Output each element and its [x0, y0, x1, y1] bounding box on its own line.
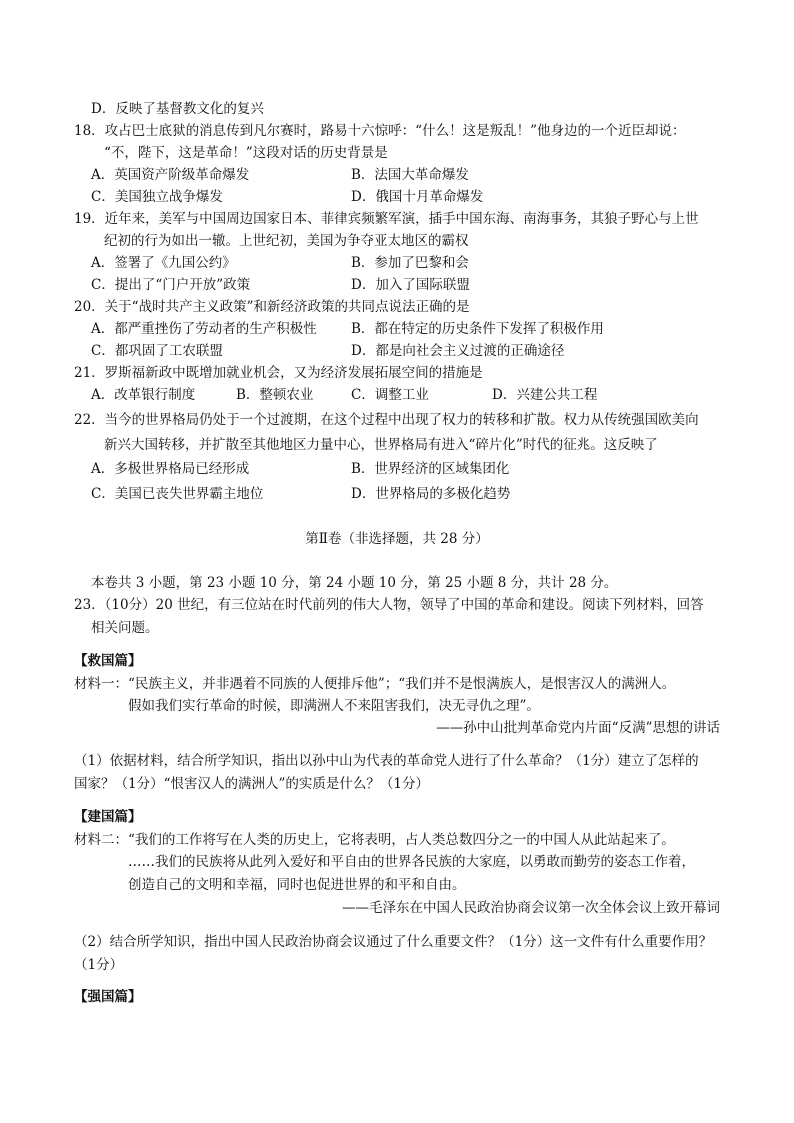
subq1-line2: 国家？（1分）“恨害汉人的满洲人”的实质是什么？（1分）	[74, 776, 429, 792]
q20-option-b: B．都在特定的历史条件下发挥了积极作用	[351, 321, 604, 337]
q21-stem: 21．罗斯福新政中既增加就业机会，又为经济发展拓展空间的措施是	[74, 365, 483, 381]
q22-stem-line1: 22．当今的世界格局仍处于一个过渡期，在这个过程中出现了权力的转移和扩散。权力从传统强国欧美向	[74, 412, 699, 428]
q19-option-d: D．加入了国际联盟	[351, 277, 470, 293]
section-heading-build-nation: 【建国篇】	[74, 809, 142, 825]
q19-option-a: A．签署了《九国公约》	[91, 255, 236, 271]
q19-option-b: B．参加了巴黎和会	[351, 255, 469, 271]
q22-option-b: B．世界经济的区域集团化	[351, 461, 510, 477]
q20-option-a: A．都严重挫伤了劳动者的生产积极性	[91, 321, 317, 337]
q19-stem-line2: 纪初的行为如出一辙。上世纪初，美国为争夺亚太地区的霸权	[104, 233, 469, 249]
subq1-line1: （1）依据材料，结合所学知识，指出以孙中山为代表的革命党人进行了什么革命？（1分）建立了怎样的	[74, 753, 699, 769]
subq2-line1: （2）结合所学知识，指出中国人民政治协商会议通过了什么重要文件？（1分）这一文件有什么重要作用？	[74, 934, 713, 950]
q18-stem-line2: “不，陛下，这是革命！”这段对话的历史背景是	[104, 145, 388, 161]
material1-line2: 假如我们实行革命的时候，即满洲人不来阻害我们，决无寻仇之理”。	[128, 698, 540, 714]
material2-source: ——毛泽东在中国人民政治协商会议第一次全体会议上致开幕词	[342, 900, 720, 916]
q20-option-c: C．都巩固了工农联盟	[91, 343, 223, 359]
q18-option-c: C．美国独立战争爆发	[91, 189, 223, 205]
q23-stem-line1: 23．（10分）20 世纪，有三位站在时代前列的伟大人物，领导了中国的革命和建设。阅读下列材料，回答	[74, 597, 704, 613]
q21-option-d: D．兴建公共工程	[492, 387, 598, 403]
q22-option-d: D．世界格局的多极化趋势	[351, 486, 511, 502]
q17-option-d: D．反映了基督教文化的复兴	[91, 101, 264, 117]
part2-title: 第Ⅱ卷（非选择题，共 28 分）	[305, 531, 489, 547]
q18-option-d: D．俄国十月革命爆发	[351, 189, 484, 205]
q23-stem-line2: 相关问题。	[91, 620, 159, 636]
q20-stem: 20．关于“战时共产主义政策”和新经济政策的共同点说法正确的是	[74, 299, 470, 315]
material2-line2: ……我们的民族将从此列入爱好和平自由的世界各民族的大家庭，以勇敢而勤劳的姿态工作着，	[128, 854, 695, 870]
material2-line1: 材料二：“我们的工作将写在人类的历史上，它将表明，占人类总数四分之一的中国人从此站起来了。	[74, 832, 675, 848]
q19-option-c: C．提出了“门户开放”政策	[91, 277, 251, 293]
section-heading-save-nation: 【救国篇】	[74, 653, 142, 669]
q20-option-d: D．都是向社会主义过渡的正确途径	[351, 343, 565, 359]
q18-option-b: B．法国大革命爆发	[351, 167, 469, 183]
subq2-line2: （1分）	[74, 957, 124, 973]
q22-stem-line2: 新兴大国转移，并扩散至其他地区力量中心，世界格局有进入“碎片化”时代的征兆。这反映了	[104, 437, 658, 453]
section-heading-strong-nation: 【强国篇】	[74, 989, 142, 1005]
material1-line1: 材料一：“民族主义，并非遇着不同族的人便排斥他”；“我们并不是恨满族人，是恨害汉人的满洲人。	[74, 676, 676, 692]
q19-stem-line1: 19．近年来，美军与中国周边国家日本、菲律宾频繁军演，插手中国东海、南海事务，其狼子野心与上世	[74, 211, 699, 227]
q22-option-a: A．多极世界格局已经形成	[91, 461, 250, 477]
q21-option-c: C．调整工业	[351, 387, 429, 403]
q18-stem-line1: 18．攻占巴士底狱的消息传到凡尔赛时，路易十六惊呼：“什么！这是叛乱！”他身边的一个近臣却说：	[74, 123, 686, 139]
q18-option-a: A．英国资产阶级革命爆发	[91, 167, 250, 183]
q21-option-a: A．改革银行制度	[91, 387, 196, 403]
material1-source: ——孙中山批判革命党内片面“反满”思想的讲话	[436, 720, 720, 736]
q21-option-b: B．整顿农业	[236, 387, 314, 403]
material2-line3: 创造自己的文明和幸福，同时也促进世界的和平和自由。	[128, 877, 466, 893]
q22-option-c: C．美国已丧失世界霸主地位	[91, 486, 264, 502]
part2-intro: 本卷共 3 小题，第 23 小题 10 分，第 24 小题 10 分，第 25 小题 8 分，共计 28 分。	[91, 575, 618, 591]
